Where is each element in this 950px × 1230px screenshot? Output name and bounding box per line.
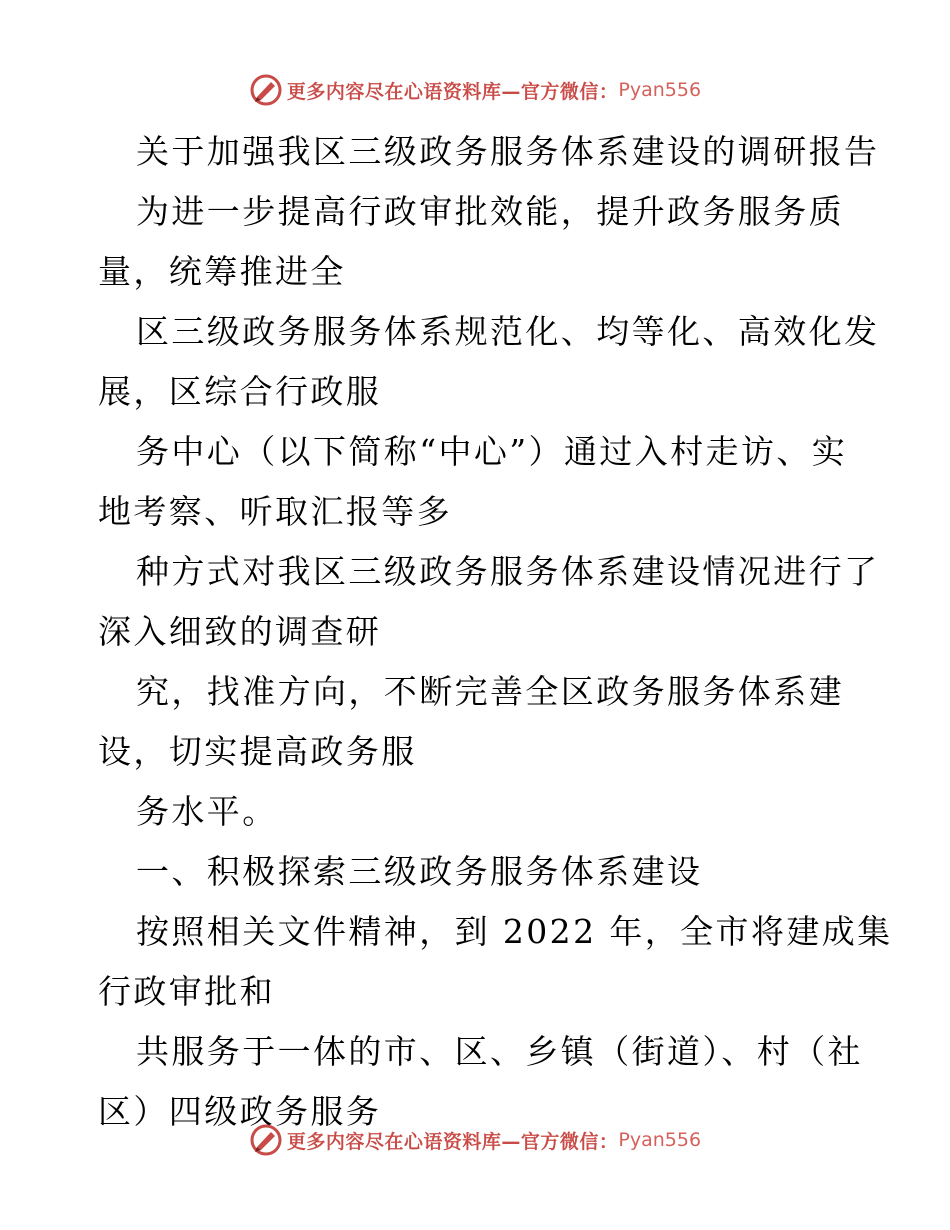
document-title: 关于加强我区三级政务服务体系建设的调研报告 [136, 132, 880, 171]
text-line: 量，统筹推进全 [98, 252, 346, 291]
pen-logo-icon [249, 1123, 283, 1157]
pen-logo-icon [249, 73, 283, 107]
text-line: 展，区综合行政服 [98, 372, 382, 411]
text-line: 种方式对我区三级政务服务体系建设情况进行了 [136, 552, 880, 591]
footer-watermark [0, 1120, 950, 1160]
watermark-wechat-id: Pyan556 [618, 1129, 702, 1151]
text-line: 务中心（以下简称“中心”）通过入村走访、实 [136, 432, 848, 471]
text-line: 行政审批和 [98, 972, 275, 1011]
text-line: 地考察、听取汇报等多 [98, 492, 452, 531]
text-line: 究，找准方向，不断完善全区政务服务体系建 [136, 672, 844, 711]
watermark-text: 更多内容尽在心语资料库—官方微信： [286, 80, 619, 103]
watermark-wechat-id: Pyan556 [618, 79, 702, 101]
text-line: 深入细致的调查研 [98, 612, 382, 651]
header-watermark [0, 70, 950, 110]
section-heading: 一、积极探索三级政务服务体系建设 [136, 852, 703, 891]
watermark-text: 更多内容尽在心语资料库—官方微信： [286, 1130, 619, 1153]
text-line: 区三级政务服务体系规范化、均等化、高效化发 [136, 312, 880, 351]
text-line: 为进一步提高行政审批效能，提升政务服务质 [136, 192, 844, 231]
text-line: 按照相关文件精神，到 2022 年，全市将建成集 [136, 912, 893, 951]
text-line: 设，切实提高政务服 [98, 732, 417, 771]
document-body [98, 122, 893, 1142]
text-line: 区）四级政务服务 [98, 1092, 382, 1131]
text-line: 务水平。 [136, 792, 278, 831]
text-line: 共服务于一体的市、区、乡镇（街道）、村（社 [136, 1032, 863, 1071]
